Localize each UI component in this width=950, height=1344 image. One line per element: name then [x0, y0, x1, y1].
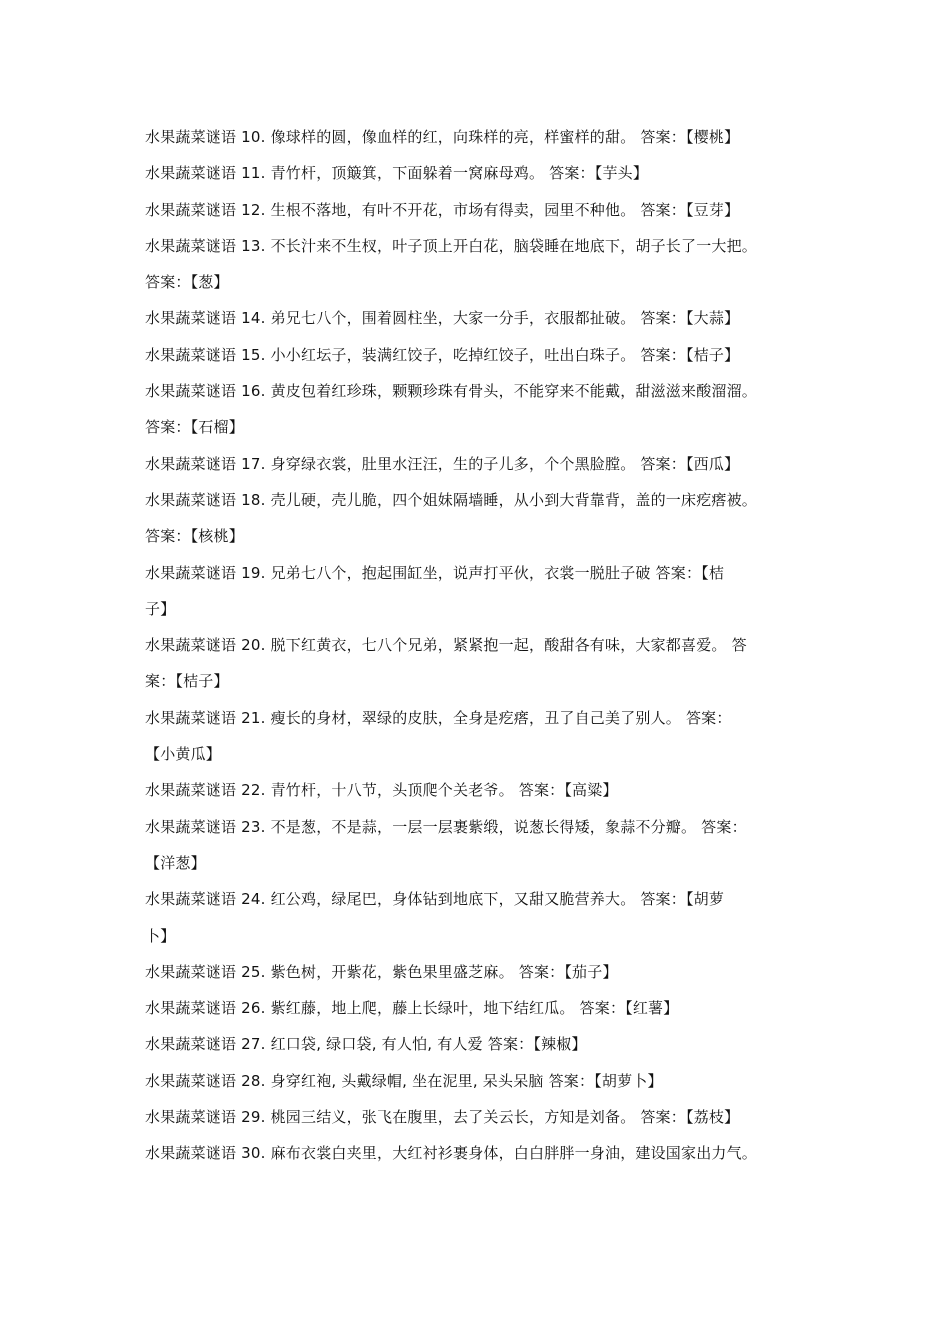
- text-line: 水果蔬菜谜语 29. 桃园三结义，张飞在腹里，去了关云长，方知是刘备。 答案：【荔枝】: [145, 1108, 740, 1127]
- riddle-list: [145, 119, 825, 1172]
- text-line: 水果蔬菜谜语 25. 紫色树，开紫花，紫色果里盛芝麻。 答案：【茄子】: [145, 962, 618, 981]
- text-line: 水果蔬菜谜语 23. 不是葱，不是蒜，一层一层裹紫缎，说葱长得矮，象蒜不分瓣。 答案：: [145, 817, 747, 836]
- text-line: 水果蔬菜谜语 24. 红公鸡，绿尾巴，身体钻到地底下，又甜又脆营养大。 答案：【胡萝: [145, 890, 725, 909]
- text-line: 答案：【石榴】: [145, 418, 244, 437]
- text-line: 答案：【核桃】: [145, 527, 244, 546]
- text-line: 水果蔬菜谜语 30. 麻布衣裳白夹里，大红衬衫裹身体，白白胖胖一身油，建设国家出力气。: [145, 1144, 757, 1163]
- text-line: 水果蔬菜谜语 14. 弟兄七八个，围着圆柱坐，大家一分手，衣服都扯破。 答案：【大蒜】: [145, 309, 740, 328]
- text-line: 水果蔬菜谜语 21. 瘦长的身材，翠绿的皮肤，全身是疙瘩，丑了自己美了别人。 答案：: [145, 708, 732, 727]
- text-line: 水果蔬菜谜语 11. 青竹杆，顶簸箕，下面躲着一窝麻母鸡。 答案：【芋头】: [145, 164, 649, 183]
- text-line: 水果蔬菜谜语 27. 红口袋, 绿口袋, 有人怕, 有人爱 答案：【辣椒】: [145, 1035, 587, 1054]
- text-line: 水果蔬菜谜语 16. 黄皮包着红珍珠，颗颗珍珠有骨头，不能穿来不能戴，甜滋滋来酸溜溜。: [145, 382, 757, 401]
- text-line: 答案：【葱】: [145, 273, 229, 292]
- text-line: 水果蔬菜谜语 18. 壳儿硬，壳儿脆，四个姐妹隔墙睡，从小到大背靠背，盖的一床疙瘩被。: [145, 490, 757, 509]
- text-line: 子】: [145, 599, 176, 618]
- text-line: 水果蔬菜谜语 15. 小小红坛子，装满红饺子，吃掉红饺子，吐出白珠子。 答案：【桔子】: [145, 345, 740, 364]
- text-line: 水果蔬菜谜语 12. 生根不落地，有叶不开花，市场有得卖，园里不种他。 答案：【豆芽】: [145, 200, 740, 219]
- text-line: 水果蔬菜谜语 10. 像球样的圆，像血样的红，向珠样的亮，样蜜样的甜。 答案：【樱桃】: [145, 128, 740, 146]
- text-line: 水果蔬菜谜语 26. 紫红藤，地上爬，藤上长绿叶，地下结红瓜。 答案：【红薯】: [145, 999, 679, 1018]
- text-line: 水果蔬菜谜语 20. 脱下红黄衣，七八个兄弟，紧紧抱一起，酸甜各有味，大家都喜爱。 答: [145, 636, 747, 655]
- text-line: 卜】: [145, 926, 176, 945]
- text-line: 水果蔬菜谜语 28. 身穿红袍, 头戴绿帽, 坐在泥里, 呆头呆脑 答案：【胡萝卜】: [145, 1071, 663, 1090]
- text-line: 水果蔬菜谜语 22. 青竹杆，十八节，头顶爬个关老爷。 答案：【高粱】: [145, 781, 618, 800]
- text-line: 【洋葱】: [145, 853, 206, 872]
- text-line: 水果蔬菜谜语 17. 身穿绿衣裳，肚里水汪汪，生的子儿多，个个黑脸膛。 答案：【西瓜】: [145, 454, 740, 473]
- text-line: 水果蔬菜谜语 19. 兄弟七八个，抱起围缸坐，说声打平伙，衣裳一脱肚子破 答案：【桔: [145, 563, 725, 582]
- text-line: 水果蔬菜谜语 13. 不长汁来不生杈，叶子顶上开白花，脑袋睡在地底下，胡子长了一大把。: [145, 236, 757, 255]
- text-line: 案：【桔子】: [145, 672, 229, 691]
- text-line: 【小黄瓜】: [145, 745, 222, 764]
